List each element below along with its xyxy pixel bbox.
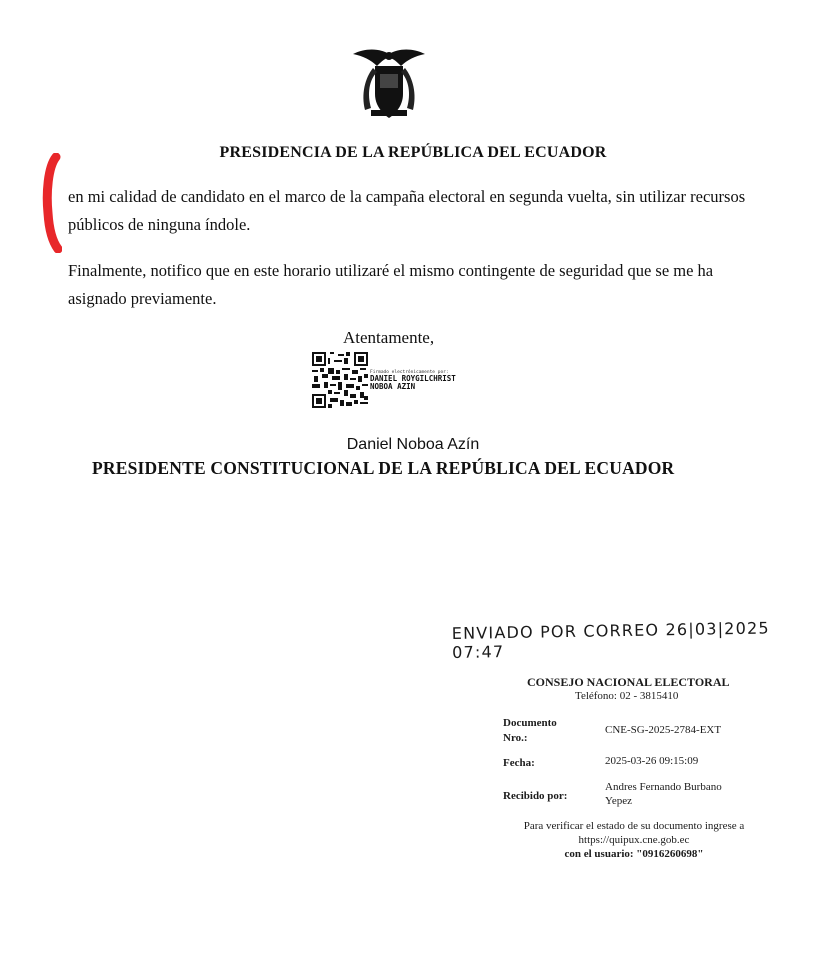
- document-number-label: [503, 716, 573, 746]
- received-by-line2: Yepez: [605, 795, 632, 807]
- verify-user-prefix: con el usuario:: [564, 848, 637, 860]
- signer-title: PRESIDENTE CONSTITUCIONAL DE LA REPÚBLICA DEL ECUADOR: [92, 458, 675, 478]
- electronic-signature-block: [370, 367, 456, 391]
- body-paragraph-2: Finalmente, notifico que en este horario utilizaré el mismo contingente de seguridad que se me ha asignado previamente.: [68, 261, 714, 308]
- verify-line-1: Para verificar el estado de su documento ingrese a: [523, 820, 745, 832]
- date-label: Fecha:: [503, 757, 535, 769]
- document-label-line2: Nro.:: [503, 732, 528, 744]
- ecuador-coat-of-arms-icon: [351, 44, 427, 124]
- verify-instructions: [500, 819, 768, 861]
- e-sign-name-line2: NOBOA AZIN: [370, 382, 416, 391]
- e-sign-caption: Firmado electrónicamente por:: [370, 370, 449, 375]
- e-sign-name-line1: DANIEL ROYGILCHRIST: [370, 374, 456, 383]
- qr-code-icon: [312, 352, 368, 408]
- document-number-value: CNE-SG-2025-2784-EXT: [605, 724, 722, 736]
- signer-name: Daniel Noboa Azín: [346, 436, 480, 453]
- date-value: 2025-03-26 09:15:09: [605, 755, 699, 767]
- received-by-label: Recibido por:: [503, 790, 568, 802]
- document-label-line1: Documento: [503, 717, 557, 729]
- verify-url[interactable]: https://quipux.cne.gob.ec: [578, 834, 690, 846]
- received-by-value: [605, 780, 735, 808]
- red-marker-annotation: [40, 153, 62, 253]
- stamp-phone: Teléfono: 02 - 3815410: [575, 690, 679, 702]
- organization-title: PRESIDENCIA DE LA REPÚBLICA DEL ECUADOR: [219, 144, 607, 161]
- closing-salutation: Atentamente,: [343, 328, 435, 347]
- verify-user-line: [500, 847, 768, 861]
- received-by-line1: Andres Fernando Burbano: [605, 781, 722, 793]
- verify-user-code: "0916260698": [636, 848, 704, 860]
- handwritten-sent-note: ENVIADO POR CORREO 26|03|2025 07:47: [451, 618, 770, 662]
- stamp-title: CONSEJO NACIONAL ELECTORAL: [527, 675, 730, 689]
- body-paragraph-1: en mi calidad de candidato en el marco de la campaña electoral en segunda vuelta, sin utilizar recursos públicos de ninguna índole.: [68, 187, 746, 234]
